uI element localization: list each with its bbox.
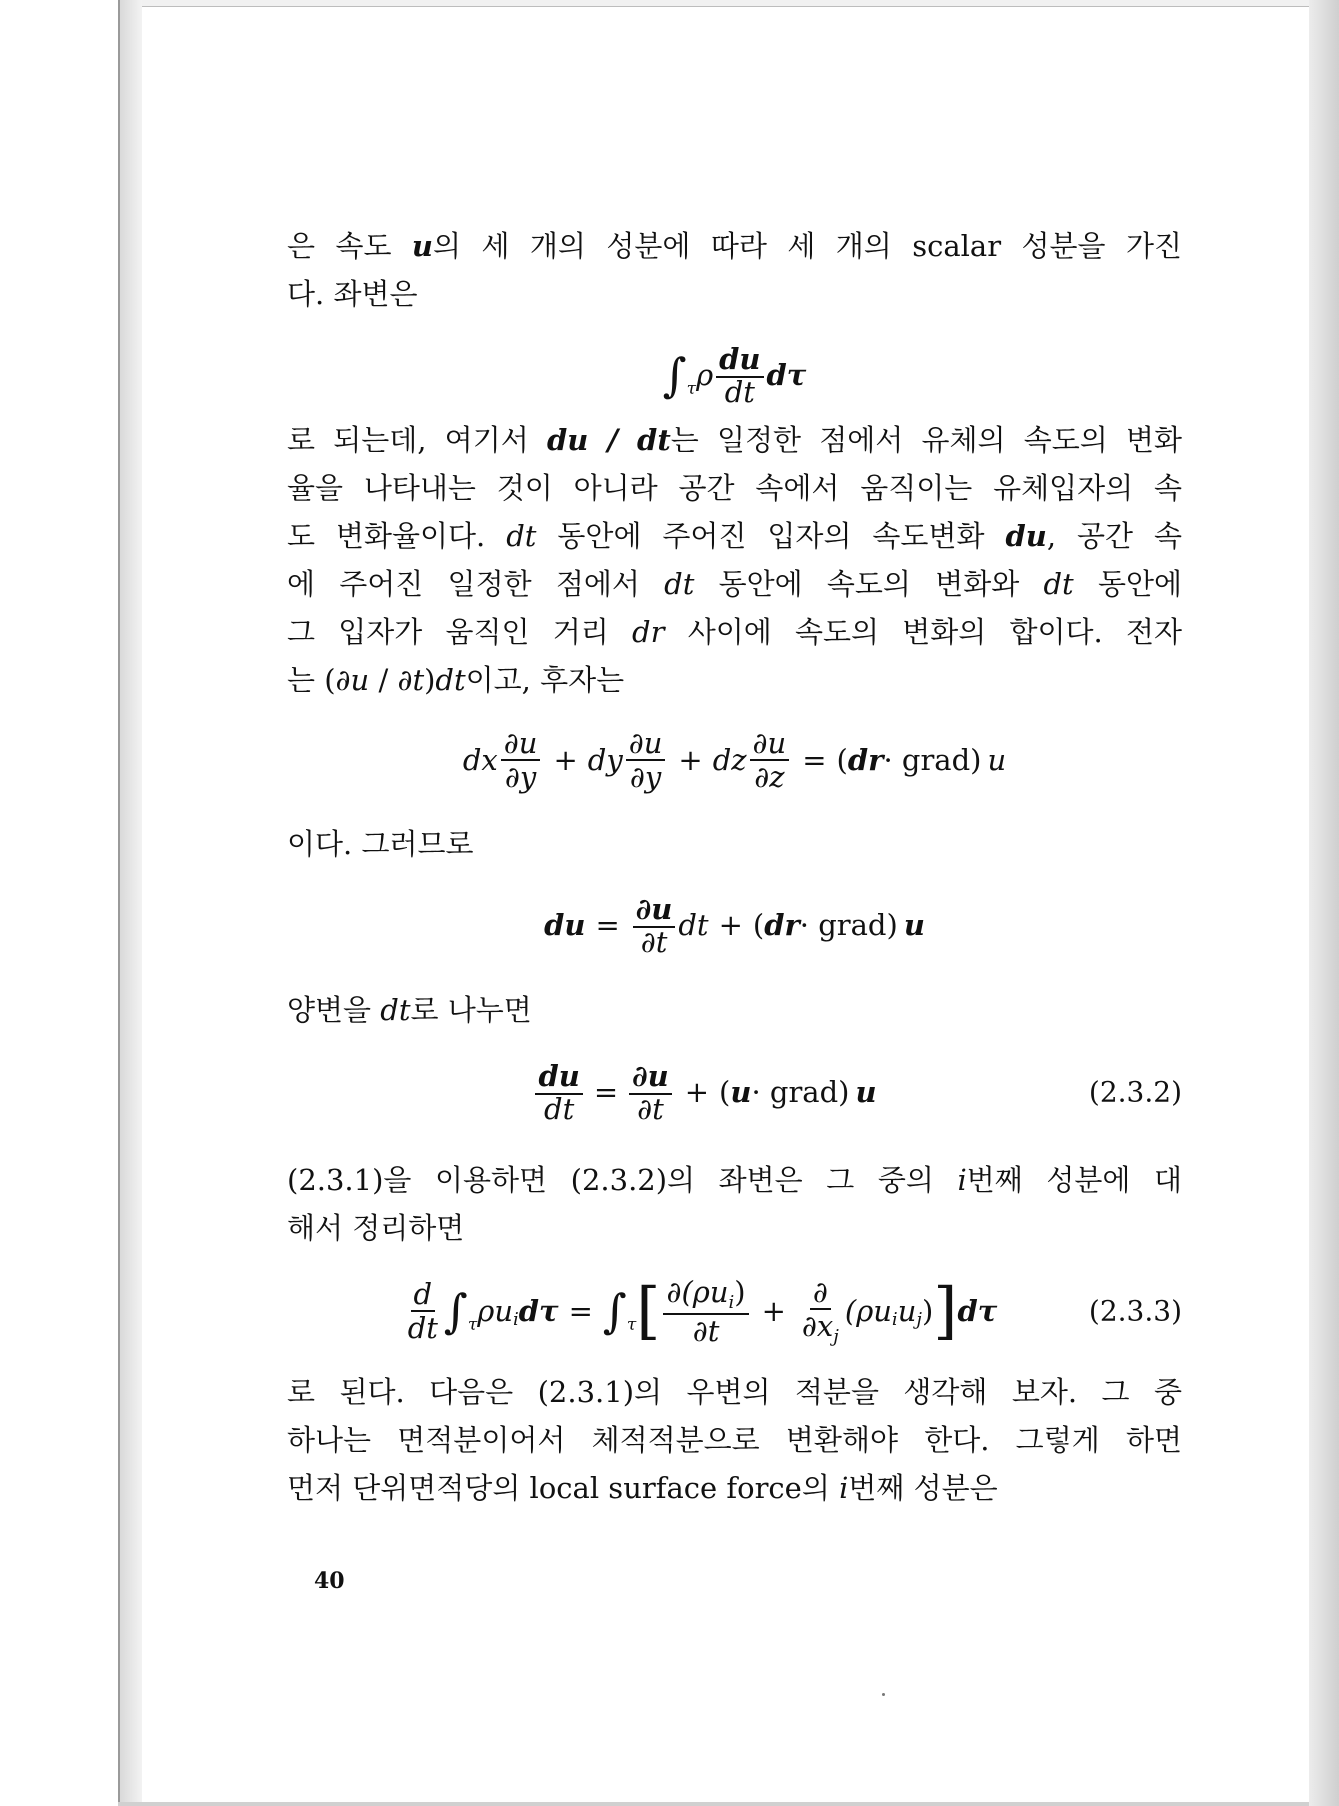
scan-speck xyxy=(882,1693,885,1696)
fraction-du-dt: du dt xyxy=(716,342,763,408)
paragraph-6-line-1: 로 된다. 다음은 (2.3.1)의 우변의 적분을 생각해 보자. 그 중 xyxy=(287,1375,1182,1409)
equation-number-2-3-3: (2.3.3) xyxy=(1088,1294,1182,1328)
equation-integral-rho xyxy=(287,335,1182,415)
paragraph-1-line-1: 은 속도 u의 세 개의 성분에 따라 세 개의 scalar 성분을 가진 xyxy=(287,229,1183,263)
equation-number-2-3-2: (2.3.2) xyxy=(1088,1075,1182,1109)
paragraph-2-line-1: 로 되는데, 여기서 du / dt는 일정한 점에서 유체의 속도의 변화 xyxy=(287,423,1182,457)
page-left-edge xyxy=(118,0,142,1806)
paragraph-2-line-4: 에 주어진 일정한 점에서 dt 동안에 속도의 변화와 dt 동안에 xyxy=(287,567,1182,601)
page-number: 40 xyxy=(314,1568,345,1594)
d-tau: dτ xyxy=(766,358,807,392)
equation-2-3-2: du dt = ∂u ∂t + ( u · grad) u (2.3.2) xyxy=(287,1052,1182,1132)
paragraph-6-line-3: 먼저 단위면적당의 local surface force의 i번째 성분은 xyxy=(287,1471,998,1505)
page-top-edge xyxy=(118,0,1309,7)
paragraph-2-line-5: 그 입자가 움직인 거리 dr 사이에 속도의 변화의 합이다. 전자 xyxy=(287,615,1183,649)
equation-convective-term: dx $\frac{\partial u}{\partial y}$ + dy $\frac{\partial u}{\partial y}$ + dz $\frac{\partial u}{\partial z}$ = ( dr · grad) u xyxy=(462,726,1007,794)
equation-2-3-3: $\frac{d}{dt}$ ∫ τ ρu i dτ = ∫ τ [ $\frac{\partial(\rho u_i)}{\partial t}$ + $\frac{\partial}{\partial x_j}$ (ρu i u j ) ] dτ (2.3.3) xyxy=(407,1274,1182,1348)
rho-symbol: ρ xyxy=(696,358,714,392)
paragraph-3: 이다. 그러므로 xyxy=(287,827,474,861)
page-bottom-edge xyxy=(118,1802,1309,1806)
equation-du-total: du = ∂u ∂t dt + ( dr · grad) u xyxy=(544,892,925,959)
integral-subscript: τ xyxy=(686,379,697,399)
paragraph-2-line-6: 는 (∂u / ∂t)dt이고, 후자는 xyxy=(287,663,625,697)
paragraph-5-line-1: (2.3.1)을 이용하면 (2.3.2)의 좌변은 그 중의 i번째 성분에 대 xyxy=(287,1163,1182,1197)
paragraph-2-line-3: 도 변화율이다. dt 동안에 주어진 입자의 속도변화 du, 공간 속 xyxy=(287,519,1182,553)
paragraph-2-line-2: 율을 나타내는 것이 아니라 공간 속에서 움직이는 유체입자의 속 xyxy=(287,471,1182,505)
paragraph-4: 양변을 dt로 나누면 xyxy=(287,993,532,1027)
page-right-edge xyxy=(1309,0,1339,1806)
paragraph-5-line-2: 해서 정리하면 xyxy=(287,1211,465,1245)
paragraph-6-line-2: 하나는 면적분이어서 체적적분으로 변환해야 한다. 그렇게 하면 xyxy=(287,1423,1182,1457)
paragraph-1-line-2: 다. 좌변은 xyxy=(287,277,418,311)
integral-sign: ∫ xyxy=(662,348,687,402)
